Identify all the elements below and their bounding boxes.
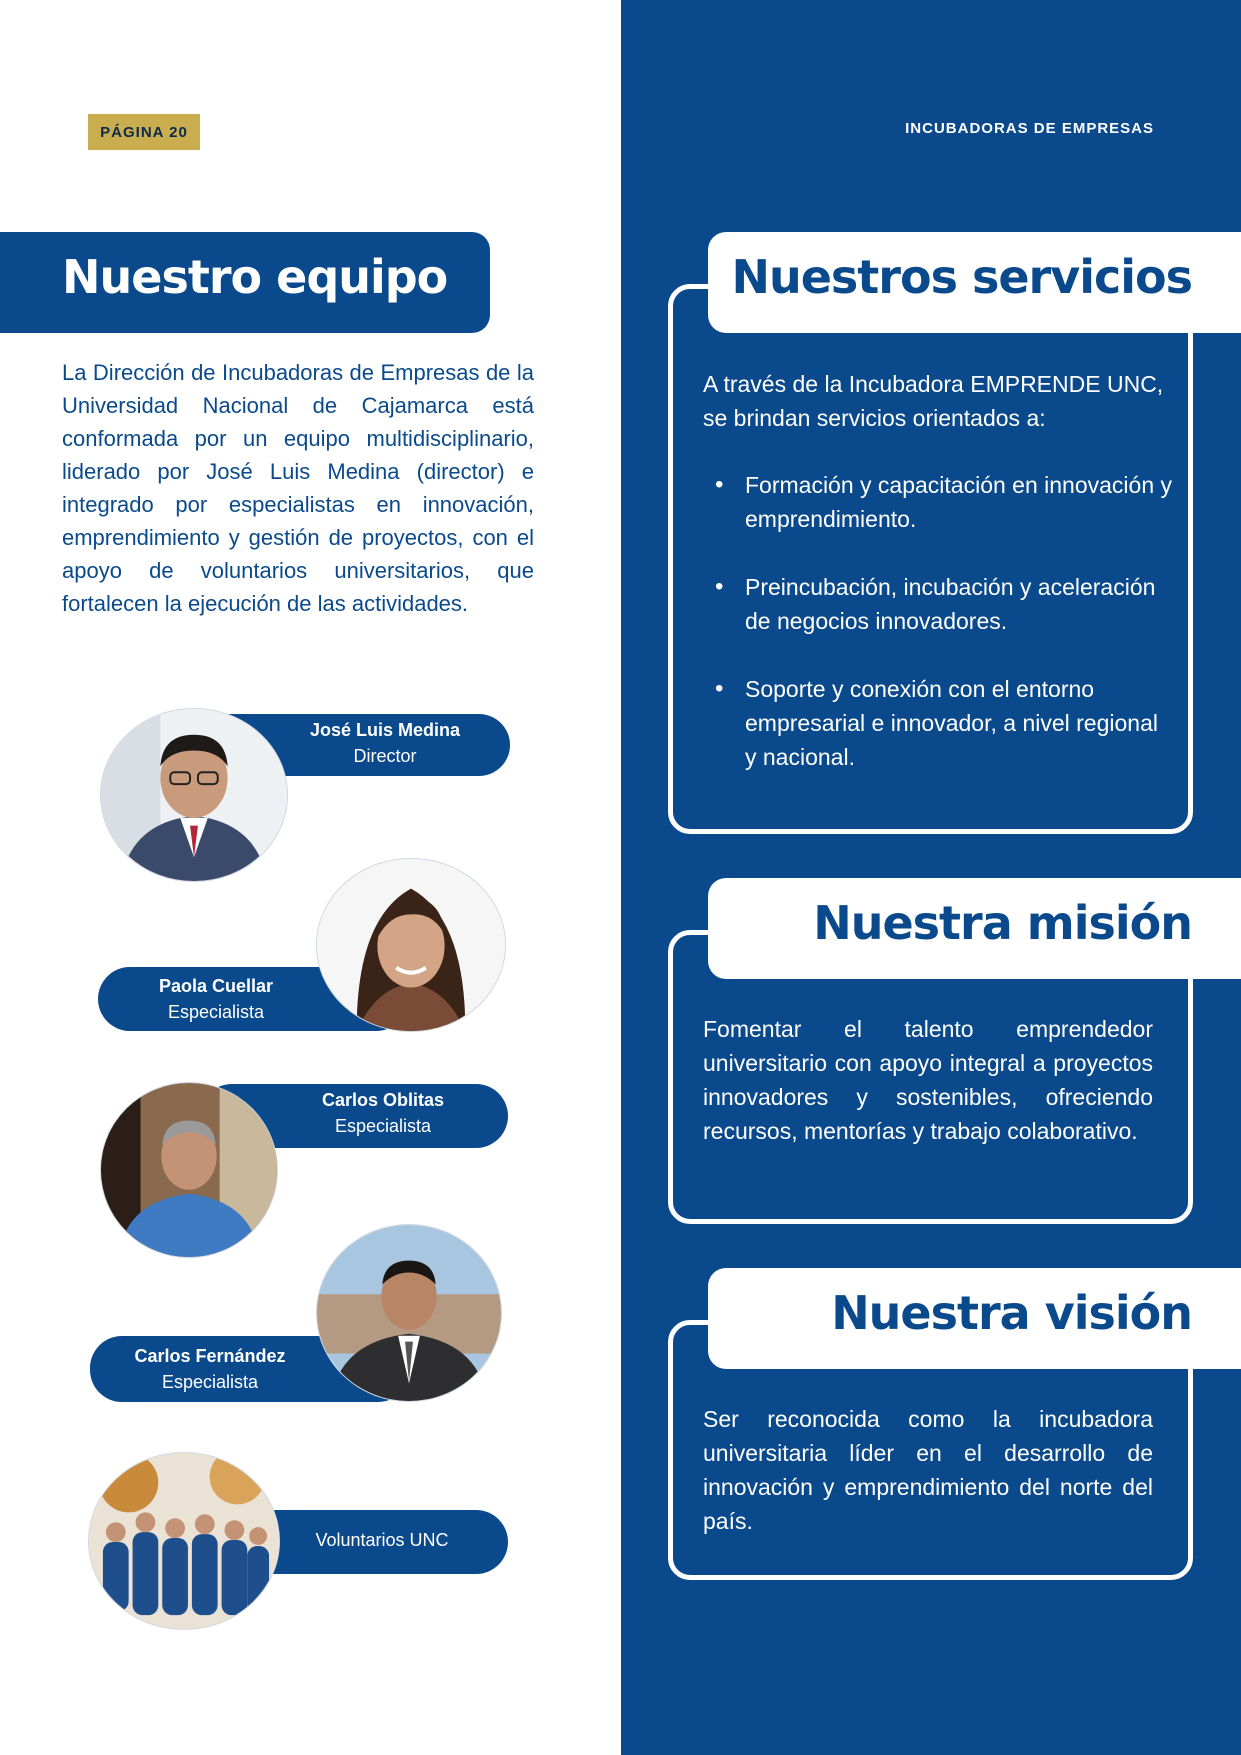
- vision-text: Ser reconocida como la incubadora universitaria líder en el desarrollo de innovación y emprendimiento del norte del país.: [703, 1406, 1153, 1534]
- member-photo-oblitas: [100, 1082, 278, 1258]
- person-portrait-icon: [101, 1083, 277, 1257]
- services-intro: A través de la Incubadora EMPRENDE UNC, se brindan servicios orientados a:: [703, 371, 1164, 431]
- member-name: Voluntarios UNC: [315, 1530, 449, 1550]
- member-name: Carlos Fernández: [134, 1346, 286, 1366]
- member-photo-fernandez: [316, 1224, 502, 1402]
- member-name: Paola Cuellar: [158, 976, 274, 996]
- person-portrait-icon: [317, 859, 505, 1031]
- member-name: Carlos Oblitas: [321, 1090, 445, 1110]
- section-header: INCUBADORAS DE EMPRESAS: [905, 120, 1154, 137]
- member-role: Especialista: [161, 1372, 259, 1392]
- services-list-item: • Formación y capacitación en innovación y emprendimiento.: [703, 468, 1173, 536]
- member-role: Especialista: [167, 1002, 265, 1022]
- person-portrait-icon: [101, 709, 287, 881]
- team-description: La Dirección de Incubadoras de Empresas de la Universidad Nacional de Cajamarca está conformada por un equipo multidisciplinario, liderado por José Luis Medina (director) e integrado por especialistas en innovación, emprendimiento y gestión de proyectos, con el apoyo de voluntarios universitarios, que fortalecen la ejecución de las actividades.: [62, 360, 534, 616]
- person-portrait-icon: [317, 1225, 501, 1401]
- services-list-item: • Preincubación, incubación y aceleración de negocios innovadores.: [703, 570, 1173, 638]
- group-photo-icon: [89, 1453, 279, 1629]
- member-photo-director: [100, 708, 288, 882]
- team-title: Nuestro equipo: [62, 250, 448, 304]
- page-number-badge: PÁGINA 20: [88, 114, 200, 150]
- services-list-item: • Soporte y conexión con el entorno empresarial e innovador, a nivel regional y nacional.: [703, 672, 1173, 774]
- member-role: Director: [353, 746, 417, 766]
- member-name: José Luis Medina: [309, 720, 461, 740]
- services-title: Nuestros servicios: [731, 250, 1192, 304]
- vision-title: Nuestra visión: [831, 1286, 1192, 1340]
- mission-title: Nuestra misión: [813, 896, 1192, 950]
- member-photo-paola: [316, 858, 506, 1032]
- mission-text: Fomentar el talento emprendedor universitario con apoyo integral a proyectos innovadores y sostenibles, ofreciendo recursos, mentorías y trabajo colaborativo.: [703, 1016, 1153, 1144]
- member-role: Especialista: [334, 1116, 432, 1136]
- services-list: [703, 468, 1173, 808]
- member-photo-voluntarios: [88, 1452, 280, 1630]
